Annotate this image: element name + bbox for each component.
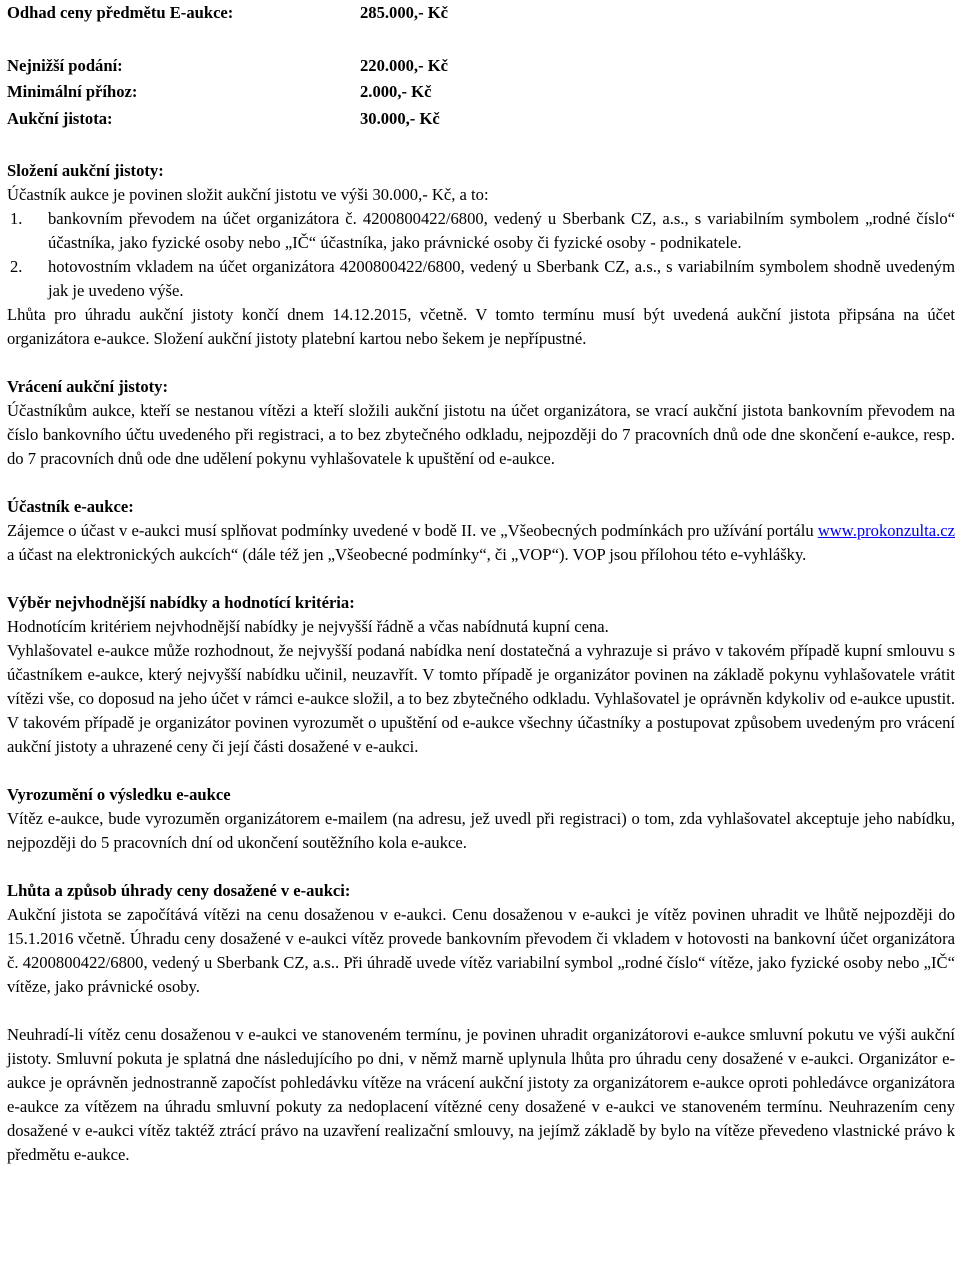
list-number: 2. [10,257,23,276]
section-title: Lhůta a způsob úhrady ceny dosažené v e-aukci: [7,881,351,900]
summary-row-jistota [7,106,955,133]
list-number: 1. [10,209,23,228]
list-text: hotovostním vkladem na účet organizátora 4200800422/6800, vedený u Sberbank CZ, a.s., s variabilním symbolem shodně uvedeným jak je uvedeno výše. [48,257,955,300]
section-text: Vyhlašovatel e-aukce může rozhodnout, že nejvyšší podaná nabídka není dostatečná a vyhrazuje si právo v takovém případě kupní smlouvu s účastníkem e-aukce, který nejvyšší nabídku učinil, neuzavřít. V tomto případě je organizátor povinen na základě pokynu vyhlašovatele vrátit vítězi vše, co doposud na jeho účet v rámci e-aukce složil, a to bez zbytečného odkladu. Vyhlašovatel je oprávněn kdykoliv od e-aukce upustit. V takovém případě je organizátor povinen vyrozumět o upuštění od e-aukce všechny účastníky a postupovat způsobem uvedeným pro vrácení aukční jistoty a uhrazené ceny či její části dosažené v e-aukci. [7,641,956,756]
summary-row-prihoz [7,79,955,106]
list-text: bankovním převodem na účet organizátora č. 4200800422/6800, vedený u Sberbank CZ, a.s., s variabilním symbolem „rodné číslo“ účastníka, jako fyzické osoby nebo „IČ“ účastníka, jako právnické osoby či fyzické osoby - podnikatele. [48,209,955,252]
section-deadline: Lhůta pro úhradu aukční jistoty končí dnem 14.12.2015, včetně. V tomto termínu musí být uvedená aukční jistota připsána na účet organizátora e-aukce. Složení aukční jistoty platební kartou nebo šekem je nepřípustné. [7,305,955,348]
section-text: Účastníkům aukce, kteří se nestanou vítězi a kteří složili aukční jistotu na účet organizátora, se vrací aukční jistota bankovním převodem na číslo bankovního účtu uvedeného při registraci, a to bez zbytečného odkladu, nejpozději do 7 pracovních dnů ode dne skončení e-aukce, resp. do 7 pracovních dnů ode dne udělení pokynu vyhlašovatele k upuštění od e-aukce. [7,401,955,468]
section-intro: Účastník aukce je povinen složit aukční jistotu ve výši 30.000,- Kč, a to: [7,185,489,204]
section-vyber [7,591,955,759]
section-vyrozumeni [7,783,955,855]
section-ucastnik [7,495,955,567]
summary-key: Nejnižší podání: [7,55,123,75]
section-title: Složení aukční jistoty: [7,161,164,180]
section-text: Vítěz e-aukce, bude vyrozuměn organizátorem e-mailem (na adresu, jež uvedl při registraci) o tom, zda vyhlašovatel akceptuje jeho nabídku, nejpozději do 5 pracovních dní od ukončení soutěžního kola e-aukce. [7,809,955,852]
section-text [7,519,955,567]
summary-value: 285.000,- Kč [360,3,449,22]
text-after-link: a účast na elektronických aukcích“ (dále též jen „Všeobecné podmínky“, či „VOP“). VOP jsou přílohou této e-vyhlášky. [7,545,807,564]
summary-key: Minimální příhoz: [7,82,138,101]
section-title: Vrácení aukční jistoty: [7,377,169,396]
summary-key: Odhad ceny předmětu E-aukce: [7,3,234,22]
section-text: Aukční jistota se započítává vítězi na cenu dosaženou v e-aukci. Cenu dosaženou v e-aukci je vítěz povinen uhradit ve lhůtě nejpozději do 15.1.2016 včetně. Úhradu ceny dosažené v e-aukci vítěz provede bankovním převodem či vkladem v hotovosti na bankovní účet organizátora č. 4200800422/6800, vedený u Sberbank CZ, a.s.. Při úhradě uvede vítěz variabilní symbol „rodné číslo“ vítěze, jako fyzické osoby nebo „IČ“ vítěze, jako právnické osoby. [7,905,955,996]
summary-row-odhad [7,0,955,27]
list-item [7,255,955,303]
document-page [7,0,955,1167]
section-title: Výběr nejvhodnější nabídky a hodnotící kritéria: [7,593,355,612]
text-before-link: Zájemce o účast v e-aukci musí splňovat podmínky uvedené v bodě II. ve „Všeobecných podmínkách pro užívání portálu [7,521,818,540]
section-title: Vyrozumění o výsledku e-aukce [7,785,231,804]
summary-block [7,0,955,132]
section-lhuta [7,879,955,1167]
summary-key: Aukční jistota: [7,108,113,128]
summary-value: 2.000,- Kč [360,82,432,101]
section-text: Hodnotícím kritériem nejvhodnější nabídky je nejvyšší řádně a včas nabídnutá kupní cena. [7,617,609,636]
section-title: Účastník e-aukce: [7,497,134,516]
prokonzulta-link[interactable]: www.prokonzulta.cz [817,521,955,540]
section-vraceni [7,375,955,471]
summary-row-nejnizsi [7,53,955,80]
list-item [7,207,955,255]
summary-value: 30.000,- Kč [360,108,440,128]
summary-value: 220.000,- Kč [360,55,449,75]
section-slozeni [7,159,955,351]
section-text: Neuhradí-li vítěz cenu dosaženou v e-aukci ve stanoveném termínu, je povinen uhradit organizátorovi e-aukce smluvní pokutu ve výši aukční jistoty. Smluvní pokuta je splatná dne následujícího po dni, v němž marně uplynula lhůta pro úhradu ceny dosažené v e-aukci. Organizátor e-aukce je oprávněn jednostranně započíst pohledávku vítěze na vrácení aukční jistoty za organizátorem e-aukce oproti pohledávce organizátora e-aukce za vítězem na úhradu smluvní pokuty za nedoplacení vítězné ceny dosažené v e-aukci ve stanoveném termínu. Neuhrazením ceny dosažené v e-aukci vítěz taktéž ztrácí právo na uzavření realizační smlouvy, na jejímž základě by bylo na vítěze převedeno vlastnické právo k předmětu e-aukce. [7,1025,955,1164]
